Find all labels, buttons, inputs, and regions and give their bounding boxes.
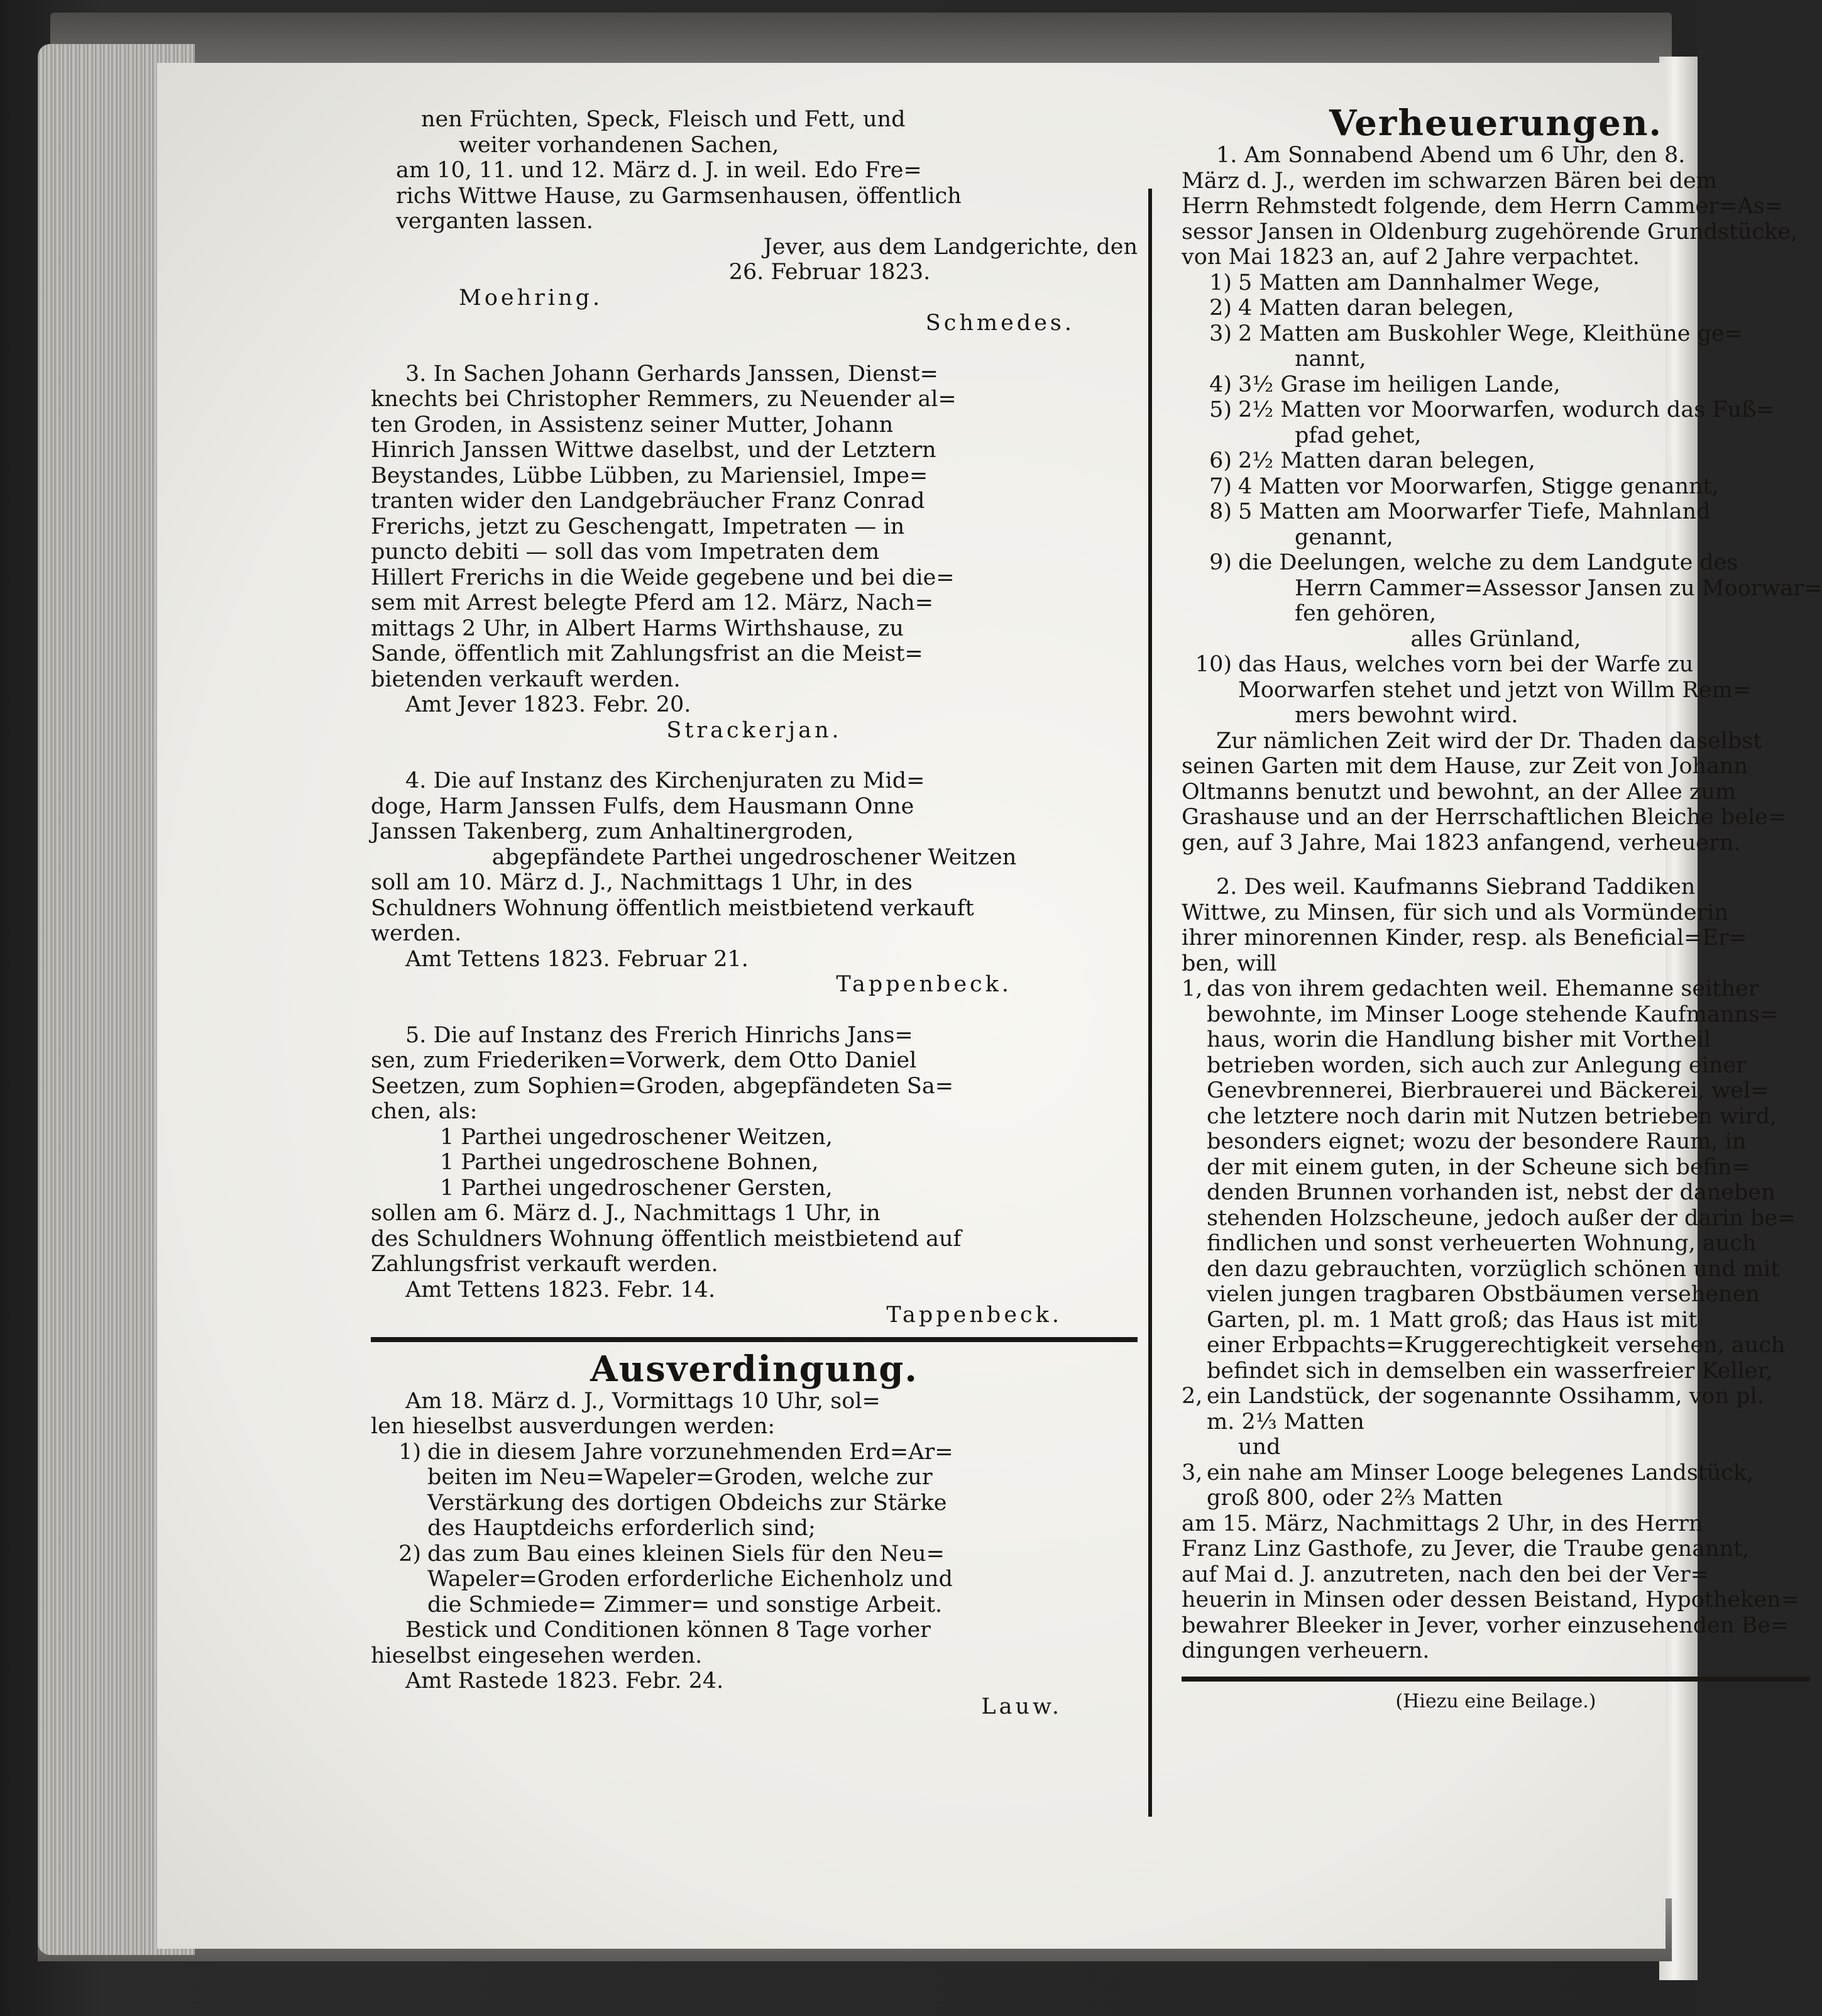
text-line: sessor Jansen in Oldenburg zugehörende Grundstücke,	[1182, 219, 1798, 245]
text-line: die in diesem Jahre vorzunehmenden Erd=Ar=	[427, 1439, 953, 1465]
text-line: Hinrich Janssen Wittwe daselbst, und der Letztern	[371, 438, 936, 463]
text-line: Frerichs, jetzt zu Geschengatt, Impetraten — in	[371, 514, 905, 539]
list-item	[371, 1541, 1138, 1618]
text-line: verganten lassen.	[396, 209, 593, 234]
right-column	[1182, 63, 1822, 1714]
text-line: Moorwarfen stehet und jetzt von Willm Rem=	[1238, 677, 1752, 703]
text-line: 4 Matten vor Moorwarfen, Stigge genannt,	[1238, 473, 1719, 499]
text-line: 5. Die auf Instanz des Frerich Hinrichs Jans=	[405, 1022, 913, 1048]
item-number: 8)	[1209, 499, 1232, 524]
text-line: Grashause und an der Herrschaftlichen Bleiche bele=	[1182, 805, 1787, 830]
text-line: puncto debiti — soll das vom Impetraten dem	[371, 539, 880, 565]
footnote: (Hiezu eine Beilage.)	[1395, 1690, 1596, 1712]
text-line: 4. Die auf Instanz des Kirchenjuraten zu Mid=	[405, 768, 925, 793]
text-line: Beystandes, Lübbe Lübben, zu Mariensiel, Impe=	[371, 463, 928, 488]
text-line: sollen am 6. März d. J., Nachmittags 1 Uhr, in	[371, 1201, 881, 1226]
item-number: 1)	[398, 1439, 421, 1465]
text-line: das Haus, welches vorn bei der Warfe zu	[1238, 652, 1694, 677]
item-number: 4)	[1209, 372, 1232, 397]
text-line: nen Früchten, Speck, Fleisch und Fett, und	[421, 107, 906, 132]
list-item	[1182, 652, 1810, 729]
issuer-place: Jever, aus dem Landgerichte, den	[763, 234, 1138, 260]
text-line: sem mit Arrest belegte Pferd am 12. März, Nach=	[371, 590, 934, 615]
item-number: 2,	[1182, 1384, 1203, 1409]
text-line: seinen Garten mit dem Hause, zur Zeit von Johann	[1182, 754, 1748, 779]
list-item	[1182, 499, 1810, 550]
item-number: 3)	[1209, 321, 1232, 346]
text-line: die Schmiede= Zimmer= und sonstige Arbeit.	[427, 1592, 943, 1617]
item-number: 3,	[1182, 1460, 1203, 1485]
text-line: stehenden Holzscheune, jedoch außer der darin be=	[1207, 1205, 1796, 1231]
text-line: sen, zum Friederiken=Vorwerk, dem Otto Daniel	[371, 1048, 917, 1073]
text-line: die Deelungen, welche zu dem Landgute des	[1238, 550, 1738, 575]
issue-date: Amt Rastede 1823. Febr. 24.	[405, 1668, 724, 1694]
text-line: ten Groden, in Assistenz seiner Mutter, Johann	[371, 412, 894, 438]
list-item	[1182, 372, 1810, 398]
list-item: 1 Parthei ungedroschene Bohnen,	[440, 1150, 819, 1175]
item-number: 7)	[1209, 473, 1232, 499]
text-line: richs Wittwe Hause, zu Garmsenhausen, öffentlich	[396, 183, 962, 209]
notice-4	[371, 768, 1138, 998]
text-line: che letztere noch darin mit Nutzen betrieben wird,	[1207, 1103, 1777, 1129]
text-line: 1. Am Sonnabend Abend um 6 Uhr, den 8.	[1216, 143, 1686, 168]
list-item	[1182, 1384, 1810, 1435]
text-line: 4 Matten daran belegen,	[1238, 295, 1514, 321]
text-line: und	[1238, 1435, 1281, 1460]
book-cover-edge	[50, 13, 1672, 69]
text-line: März d. J., werden im schwarzen Bären bei dem	[1182, 168, 1717, 194]
text-line: heuerin in Minsen oder dessen Beistand, Hypotheken=	[1182, 1587, 1799, 1612]
text-line: tranten wider den Landgebräucher Franz Conrad	[371, 488, 925, 514]
text-line: ihrer minorennen Kinder, resp. als Beneficial=Er=	[1182, 925, 1748, 950]
section-rule	[1182, 1677, 1810, 1682]
text-line: ein Landstück, der sogenannte Ossihamm, von pl.	[1207, 1384, 1764, 1409]
text-line: 2½ Matten vor Moorwarfen, wodurch das Fuß=	[1238, 397, 1775, 422]
text-line: befindet sich in demselben ein wasserfreier Keller,	[1207, 1358, 1773, 1384]
list-item	[1182, 295, 1810, 321]
notice-5	[371, 1023, 1138, 1328]
list-item	[1182, 550, 1822, 627]
item-number: 6)	[1209, 448, 1232, 473]
text-line: Bestick und Conditionen können 8 Tage vorher	[405, 1617, 931, 1643]
section-heading: Verheuerungen.	[1329, 102, 1663, 144]
text-line: Genevbrennerei, Bierbrauerei und Bäckerei, wel=	[1207, 1078, 1769, 1103]
text-line: Schuldners Wohnung öffentlich meistbietend verkauft	[371, 895, 974, 921]
text-line: chen, als:	[371, 1099, 478, 1124]
text-line: weiter vorhandenen Sachen,	[459, 132, 779, 158]
text-line: genannt,	[1295, 524, 1393, 550]
text-line: Sande, öffentlich mit Zahlungsfrist an die Meist=	[371, 641, 923, 666]
text-line: auf Mai d. J. anzutreten, nach den bei der Ver=	[1182, 1562, 1709, 1587]
text-line: des Hauptdeichs erforderlich sind;	[427, 1516, 816, 1541]
text-line: Herrn Cammer=Assessor Jansen zu Moorwar=	[1295, 575, 1822, 601]
text-line: bewohnte, im Minser Looge stehende Kaufmanns=	[1207, 1001, 1779, 1027]
item-number: 1)	[1209, 270, 1232, 295]
text-line: dingungen verheuern.	[1182, 1638, 1430, 1663]
signature: Schmedes.	[925, 311, 1075, 336]
text-line: werden.	[371, 921, 462, 946]
text-line: betrieben worden, sich auch zur Anlegung einer	[1207, 1052, 1747, 1078]
list-item	[371, 1440, 1138, 1541]
text-line: fen gehören,	[1295, 601, 1437, 626]
text-line: 2½ Matten daran belegen,	[1238, 448, 1535, 473]
text-line: besonders eignet; wozu der besondere Raum, in	[1207, 1129, 1747, 1154]
signature: Lauw.	[981, 1694, 1062, 1719]
text-line: doge, Harm Janssen Fulfs, dem Hausmann Onne	[371, 793, 914, 819]
text-line: vielen jungen tragbaren Obstbäumen versehenen	[1207, 1282, 1760, 1307]
signature: Moehring.	[459, 285, 603, 311]
issue-date: 26. Februar 1823.	[728, 260, 931, 285]
item-number: 1,	[1182, 976, 1203, 1001]
text-line: len hieselbst ausverdungen werden:	[371, 1414, 776, 1439]
text-line: 2. Des weil. Kaufmanns Siebrand Taddiken	[1216, 874, 1696, 900]
item-number: 9)	[1209, 550, 1232, 575]
text-line: findlichen und sonst verheuerten Wohnung, auch	[1207, 1231, 1757, 1256]
section-ausverdingung	[371, 1350, 1138, 1720]
text-line: Garten, pl. m. 1 Matt groß; das Haus ist mit	[1207, 1307, 1698, 1333]
text-line: Zahlungsfrist verkauft werden.	[371, 1252, 718, 1277]
text-line: groß 800, oder 2⅔ Matten	[1207, 1485, 1503, 1511]
text-line: beiten im Neu=Wapeler=Groden, welche zur	[427, 1465, 933, 1490]
text-line: denden Brunnen vorhanden ist, nebst der daneben	[1207, 1180, 1775, 1205]
text-line: Herrn Rehmstedt folgende, dem Herrn Cammer=As=	[1182, 194, 1783, 219]
text-line: bietenden verkauft werden.	[371, 666, 681, 692]
issue-date: Amt Tettens 1823. Februar 21.	[405, 946, 749, 972]
section-rule	[371, 1337, 1138, 1342]
text-line: m. 2⅓ Matten	[1207, 1409, 1364, 1435]
signature: Strackerjan.	[666, 717, 842, 743]
text-line: den dazu gebrauchten, vorzüglich schönen und mit	[1207, 1256, 1780, 1282]
column-divider	[1148, 189, 1152, 1817]
text-line: Janssen Takenberg, zum Anhaltinergroden,	[371, 819, 854, 844]
text-line: mittags 2 Uhr, in Albert Harms Wirthshause, zu	[371, 615, 904, 641]
text-line: Verstärkung des dortigen Obdeichs zur Stärke	[427, 1490, 947, 1516]
notice-3	[371, 361, 1138, 744]
list-item: 1 Parthei ungedroschener Weitzen,	[440, 1124, 833, 1150]
page	[157, 63, 1822, 1949]
item-number: 10)	[1195, 652, 1232, 677]
text-line: knechts bei Christopher Remmers, zu Neuender al=	[371, 387, 957, 412]
text-line: des Schuldners Wohnung öffentlich meistbietend auf	[371, 1226, 962, 1252]
text-line: Zur nämlichen Zeit wird der Dr. Thaden daselbst	[1216, 728, 1762, 754]
text-line: 2 Matten am Buskohler Wege, Kleithüne ge=	[1238, 321, 1743, 346]
text-line: am 15. März, Nachmittags 2 Uhr, in des Herrn	[1182, 1511, 1703, 1536]
left-column	[371, 63, 1138, 1719]
text-line: Hillert Frerichs in die Weide gegebene und bei die=	[371, 565, 955, 590]
text-line: Wapeler=Groden erforderliche Eichenholz und	[427, 1567, 953, 1592]
text-line: pfad gehet,	[1295, 422, 1422, 448]
text-line: Oltmanns benutzt und bewohnt, an der Allee zum	[1182, 779, 1737, 805]
notice-r1	[1182, 143, 1822, 856]
issue-date: Amt Jever 1823. Febr. 20.	[405, 692, 691, 717]
issue-date: Amt Tettens 1823. Febr. 14.	[405, 1277, 716, 1303]
text-line: ein nahe am Minser Looge belegenes Landstück,	[1207, 1460, 1754, 1485]
text-line: das zum Bau eines kleinen Siels für den Neu=	[427, 1541, 945, 1567]
text-line: einer Erbpachts=Kruggerechtigkeit versehen, auch	[1207, 1333, 1786, 1358]
text-line: bewahrer Bleeker in Jever, vorher einzusehenden Be=	[1182, 1612, 1789, 1638]
text-line: Franz Linz Gasthofe, zu Jever, die Traube genannt,	[1182, 1536, 1750, 1562]
text-line: mers bewohnt wird.	[1295, 703, 1518, 728]
notice-r2	[1182, 874, 1810, 1664]
signature: Tappenbeck.	[836, 972, 1012, 997]
text-line: Wittwe, zu Minsen, für sich und als Vormünderin	[1182, 900, 1729, 925]
text-line: 5 Matten am Dannhalmer Wege,	[1238, 270, 1601, 295]
text-line: 3½ Grase im heiligen Lande,	[1238, 372, 1561, 397]
list-item	[1182, 321, 1810, 372]
notice-continued	[371, 107, 1138, 336]
signature: Tappenbeck.	[886, 1303, 1062, 1328]
item-number: 2)	[398, 1541, 421, 1567]
text-line: Seetzen, zum Sophien=Groden, abgepfändeten Sa=	[371, 1073, 954, 1099]
text-line: das von ihrem gedachten weil. Ehemanne seither	[1207, 976, 1759, 1001]
text-line: Am 18. März d. J., Vormittags 10 Uhr, sol=	[405, 1388, 881, 1414]
list-item	[1182, 448, 1810, 474]
list-item	[1182, 1460, 1810, 1511]
text-line: hieselbst eingesehen werden.	[371, 1643, 703, 1668]
item-number: 2)	[1209, 295, 1232, 321]
text-line: gen, auf 3 Jahre, Mai 1823 anfangend, verheuern.	[1182, 830, 1741, 856]
text-line: 3. In Sachen Johann Gerhards Janssen, Dienst=	[405, 361, 938, 387]
text-line: ben, will	[1182, 950, 1277, 976]
text-line: soll am 10. März d. J., Nachmittags 1 Uhr, in des	[371, 870, 913, 895]
text-line: am 10, 11. und 12. März d. J. in weil. Edo Fre=	[396, 158, 922, 183]
list-item: 1 Parthei ungedroschener Gersten,	[440, 1175, 833, 1201]
text-line: der mit einem guten, in der Scheune sich befin=	[1207, 1154, 1750, 1180]
list-item	[1182, 976, 1810, 1384]
list-item	[1182, 474, 1810, 500]
item-number: 5)	[1209, 397, 1232, 422]
text-line: alles Grünland,	[1410, 626, 1581, 652]
text-line: abgepfändete Parthei ungedroschener Weitzen	[491, 844, 1017, 870]
text-line: von Mai 1823 an, auf 2 Jahre verpachtet.	[1182, 245, 1640, 270]
text-line: 5 Matten am Moorwarfer Tiefe, Mahnland	[1238, 499, 1711, 524]
text-line: nannt,	[1295, 346, 1366, 372]
list-item	[1182, 397, 1810, 448]
list-item	[1182, 270, 1810, 296]
text-line: haus, worin die Handlung bisher mit Vortheil	[1207, 1027, 1711, 1052]
section-heading: Ausverdingung.	[590, 1348, 918, 1390]
